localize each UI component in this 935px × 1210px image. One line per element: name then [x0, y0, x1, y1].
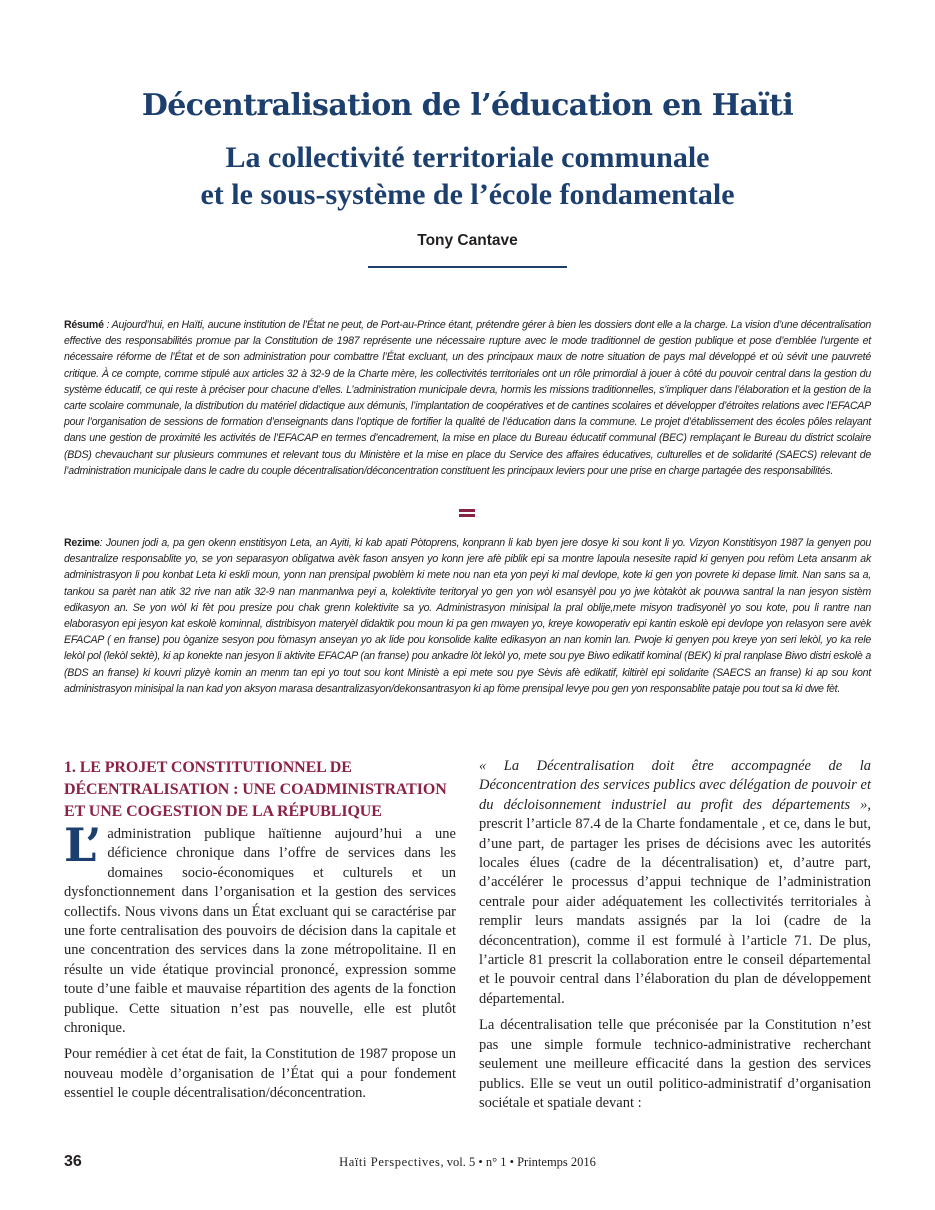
body-paragraph: [64, 818, 456, 1038]
abstract-french-label: Résumé: [64, 319, 104, 331]
article-subtitle-line1: La collectivité territoriale communale: [225, 141, 710, 174]
body-column-left: [64, 757, 456, 1111]
abstract-french: [64, 317, 871, 479]
abstract-creole: [64, 535, 871, 697]
abstract-french-text: : Aujourd’hui, en Haïti, aucune institution de l’État ne peut, de Port-au-Prince étant, prétendre gérer à bien les dossiers dont elle a la charge. La vision d’une décentralisation effective des responsabilités promue par la Constitution de 1987 représente une nécessaire rupture avec le mode traditionnel de gestion publique et pose d’emblée l’urgente et nécessaire réforme de l’État et de son administration pour combattre l’État excluant, un des principaux maux de notre situation de pays mal développé et où sévit une pauvreté critique. À ce compte, comme stipulé aux articles 32 à 32-9 de la Charte mère, les collectivités territoriales ont un rôle primordial à jouer à côté du pouvoir central dans la gestion du système éducatif, ce qui reste à préciser pour chacune d’elles. L’administration municipale devra, hormis les missions traditionnelles, s’impliquer dans l’élaboration et la gestion de la carte scolaire communale, la distribution du matériel didactique aux démunis, l’implantation de coopératives et de cantines scolaires et développer d’étroites relations avec l’EFACAP pour l’organisation de sessions de formation d’enseignants dans l’optique de fortifier la qualité de l’éducation dans la commune. Le projet d’établissement des écoles pôles relayant dans une gestion de proximité les activités de l’EFACAP en termes d’encadrement, la mise en place du Bureau éducatif communal (BEC) remplaçant le Bureau du district scolaire (BDS) chevauchant sur plusieurs communes et relevant tous du Ministère et la mise en place du Service des affaires éducatives, culturelles et de solidarité (SAECS) relevant de l’administration municipale dans le cadre du couple décentralisation/déconcentration constituent les principaux leviers pour une prise en charge partagée des responsabilités.: [64, 319, 871, 477]
section-heading: 1. LE PROJET CONSTITUTIONNEL DE DÉCENTRALISATION : UNE COADMINISTRATION ET UNE COGESTION DE LA RÉPUBLIQUE: [64, 759, 447, 820]
author-divider: [368, 266, 567, 268]
body-column-right: [479, 757, 871, 1120]
paragraph-text: administration publique haïtienne aujourd’hui a une déficience chronique dans l’offre de services dans les domaines socio-économiques et culturels et un dysfonctionnement dans l’organisation et la gestion des services collectifs. Nous vivons dans un État excluant qui se caractérise par une forte centralisation des pouvoirs de décision dans la capitale et une concentration des services dans la zone métropolitaine. Il en résulte un vide étatique provincial prononcé, expression somme toute d’une faible et mauvaise répartition des agents de la fonction publique. Cette situation n’est pas nouvelle, elle est plutôt chronique.: [64, 826, 456, 1037]
author-name: Tony Cantave: [417, 232, 518, 249]
abstract-creole-label: Rezime: [64, 537, 100, 549]
article-title: Décentralisation de l’éducation en Haïti: [141, 88, 794, 123]
page-number: 36: [64, 1153, 82, 1170]
running-footer: [0, 1155, 935, 1170]
body-paragraph: [479, 757, 871, 1009]
paragraph-text: , prescrit l’article 87.4 de la Charte fondamentale , et ce, dans le but, d’une part, de partager les prises de décisions avec les autorités locales élues (cadre de la décentralisation) et, d’autre part, d’accélérer le processus d’appui technique de l’administration centrale pour aider adéquatement les collectivités territoriales à remplir leurs mandats assignés par la loi (cadre de la déconcentration), comme il est formulé à l’article 71. De plus, l’article 81 prescrit la collaboration entre le conseil départemental et le pouvoir central dans l’élaboration du plan de développement départemental.: [479, 796, 871, 1007]
issue-info: , vol. 5 • n° 1 • Printemps 2016: [440, 1155, 596, 1169]
abstract-creole-text: : Jounen jodi a, pa gen okenn enstitisyon Leta, an Ayiti, ki kab apati Pòtoprens, konprann li kab byen jere dosye ki sou kont li yo. Vizyon Konstitisyon 1987 la genyen pou desantralize responsablite yo, se yon separasyon obligatwa avèk fason ansyen yo konn jere afè piblik epi sa montre lapoula nesesite rapid ki genyen pou refòm Leta ansanm ak administrasyon li pou konbat Leta ki eskli moun, yonn nan prensipal pwoblèm ki mete nou nan eta yon peyi ki mal devlope, kote ki gen yon povrete ki depase limit. Nan sans sa a, tankou sa parèt nan atik 32 rive nan atik 32-9 nan manmanlwa peyi a, kolektivite teritoryal yo gen yon wòl esansyèl pou yo jwe kòtakòt ak pouvwa santral la nan jesyon sistèm edikasyon an. Se yon wòl ki fèt pou presize pou chak grenn kolektivite sa yo. Administrasyon minisipal la pral oblije,mete misyon tradisyonèl yo sou kote, pou li rantre nan elaborasyon epi jesyon kat eskolè kominnal, distribisyon materyèl didaktik pou moun ki pa gen mwayen yo, kreye kowoperativ epi kantin eskolè epi devlope yon relasyon sere avèk EFACAP ( en franse) pou òganize sesyon pou fòmasyn anseyan yo ak lide pou konsolide kalite edikasyon an nan komin lan. Pwoje ki genyen pou kreye yon seri lekòl, yo ka rele lekòl pol (lekòl sektè), ki ap konekte nan jesyon li aktivite EFACAP (an franse) pou ankadre lòt lekòl yo, mete sou pye Biwo edikatif kominal (BEK) ki pral ranplase Biwo distri eskolè a (BDS an franse) ki kouvri plizyè komin an menm tan epi yo tout sou kont Ministè a epi mete sou pye Sèvis afè edikatif, kiltirèl epi solidarite (SAECS an franse) ki ap sou kont administrasyon minisipal la nan kad yon aksyon marasa desantralizasyon/dekonsantrasyon ki ap fòme prensipal levye pou gen yon responsablite pataje pou tout sa ki dwe fèt.: [64, 537, 871, 695]
article-subtitle-line2: et le sous-système de l’école fondamentale: [200, 178, 735, 211]
body-paragraph: La décentralisation telle que préconisée par la Constitution n’est pas une simple formule technico-administrative recherchant seulement une meilleure efficacité dans la gestion des services publics. Elle se veut un outil politico-administratif d’organisation sociétale et spatiale devant :: [479, 1017, 871, 1111]
drop-cap: L’: [64, 818, 102, 872]
journal-name: Haïti Perspectives: [339, 1155, 441, 1169]
constitution-quote: « La Décentralisation doit être accompagnée de la Déconcentration des services publics avec délégation de pouvoir et du décloisonnement industriel au profit des départements »: [479, 758, 871, 813]
body-paragraph: Pour remédier à cet état de fait, la Constitution de 1987 propose un nouveau modèle d’organisation de l’État qui a pour fondement essentiel le couple décentralisation/déconcentration.: [64, 1046, 456, 1102]
abstract-separator-icon: [459, 509, 475, 523]
